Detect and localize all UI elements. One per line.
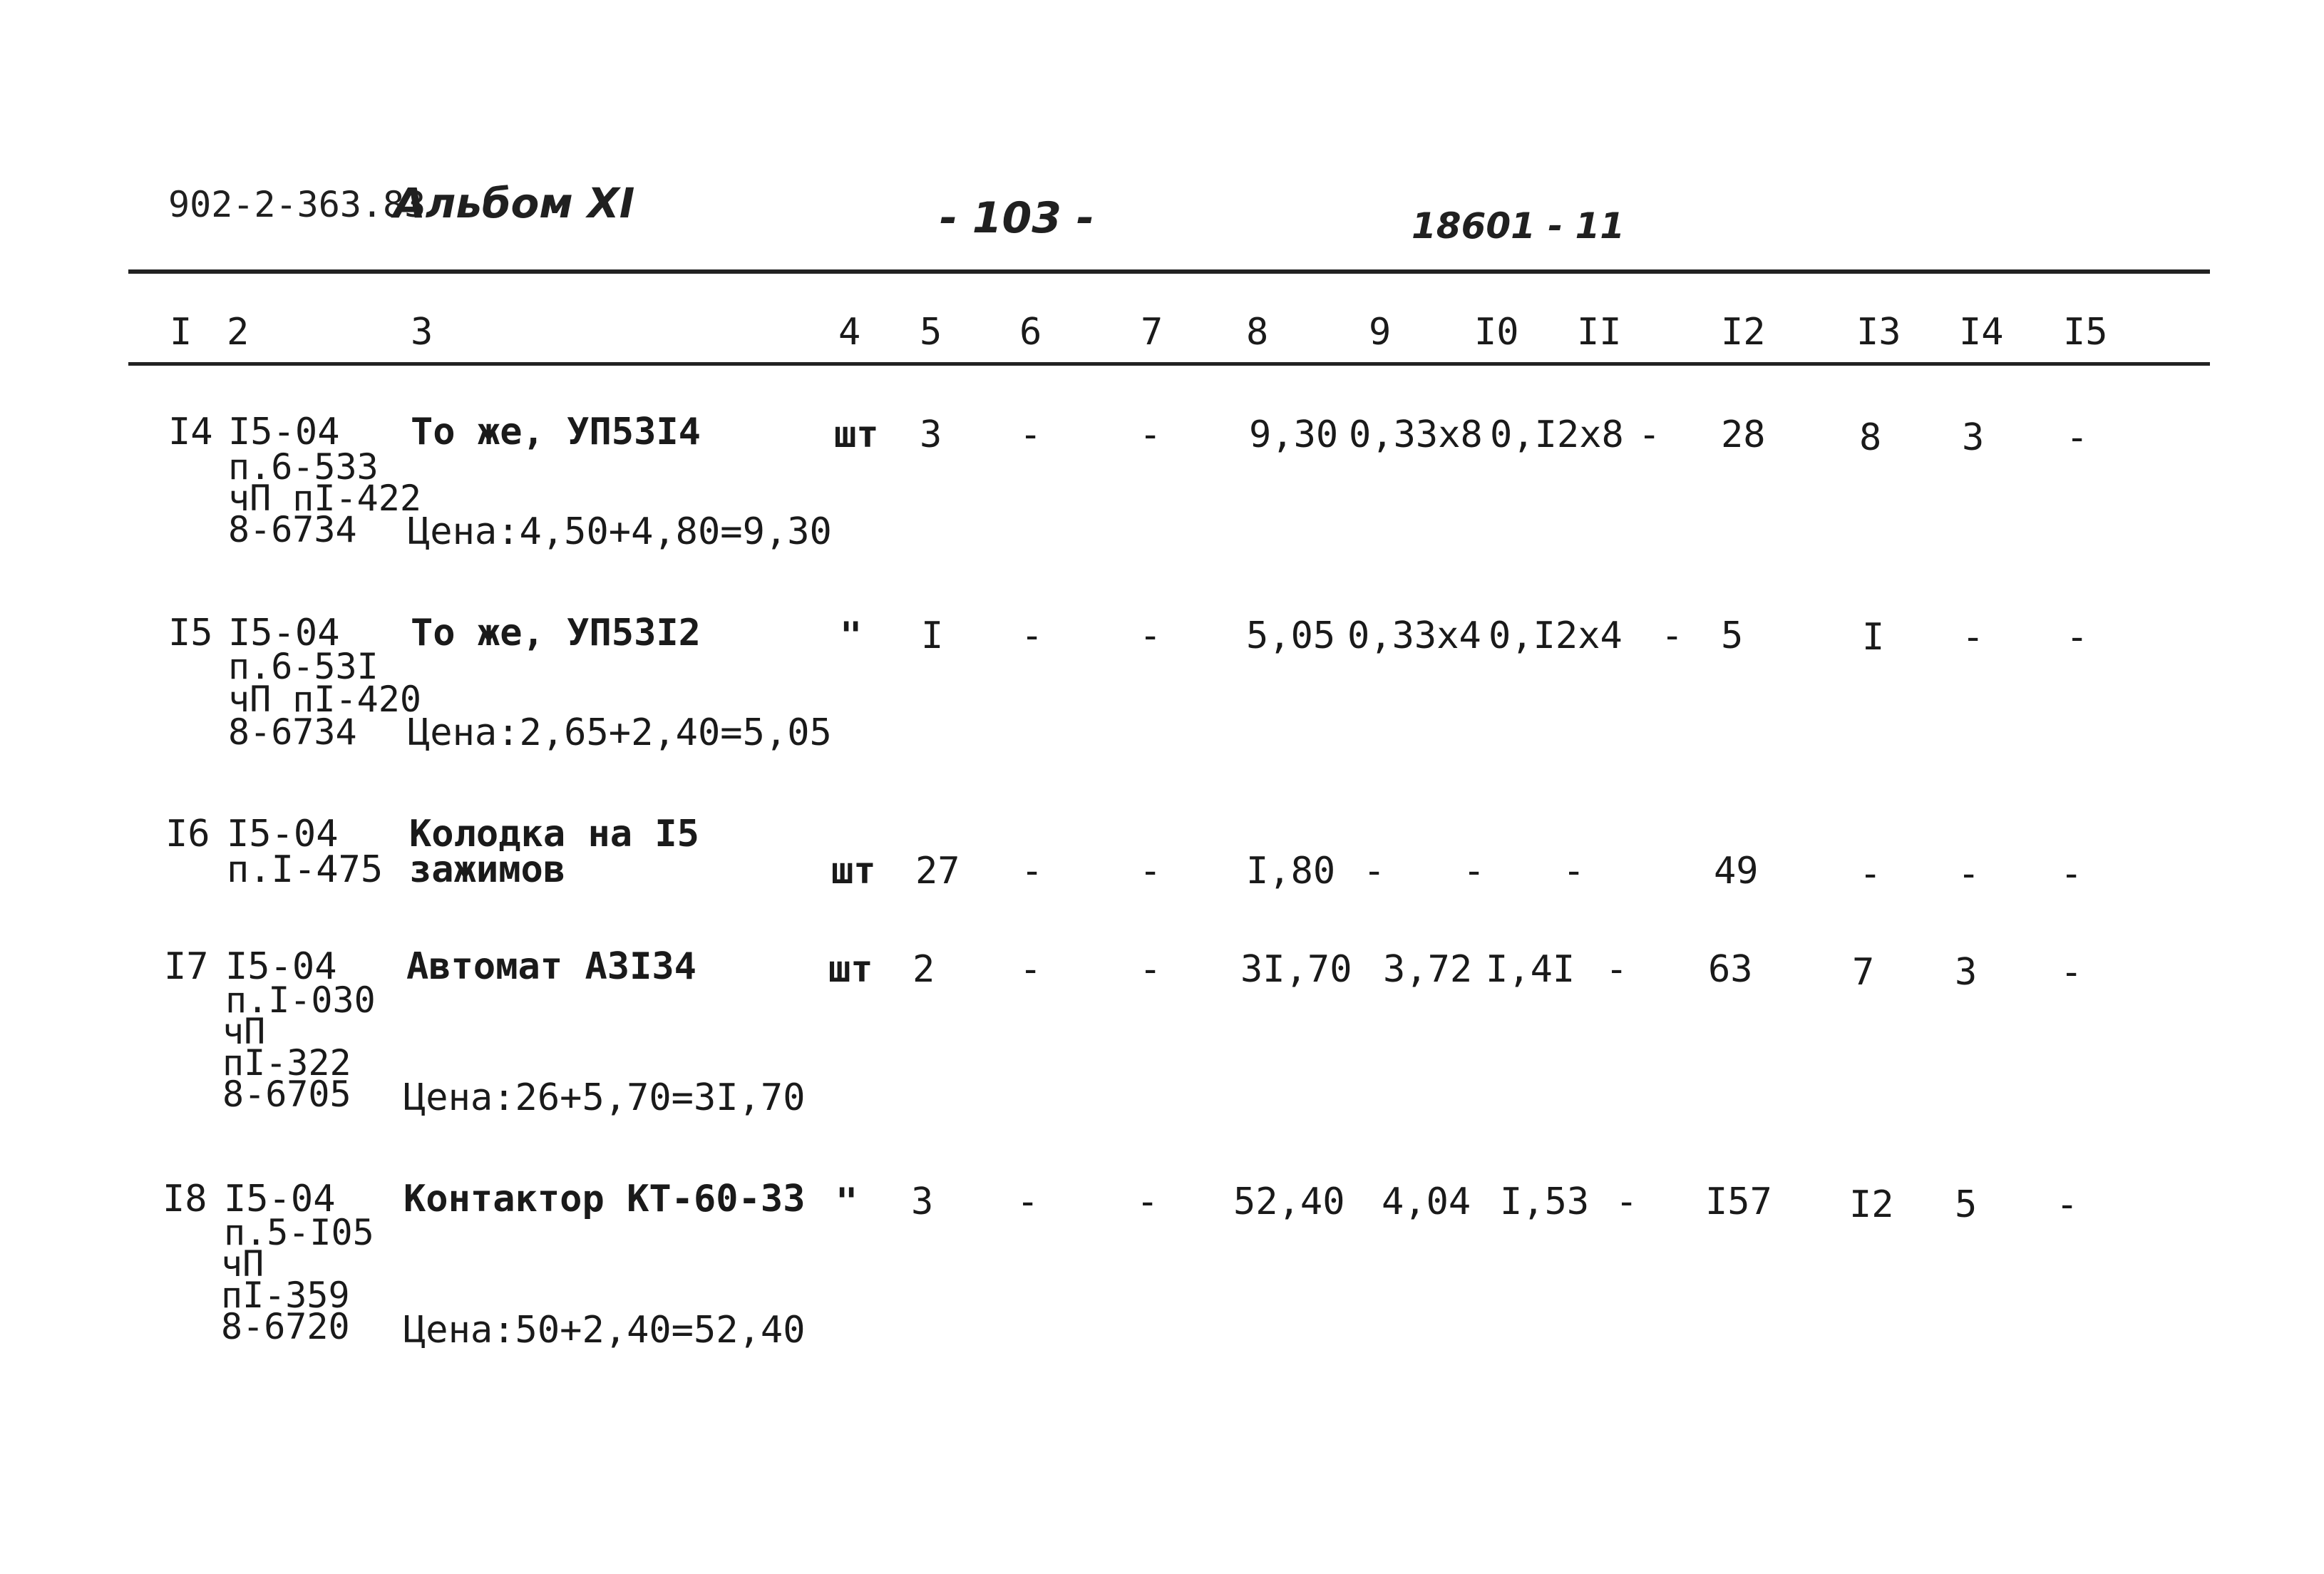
row-col9: 0,33х4 bbox=[1347, 614, 1481, 657]
row-code-line: 8-6734 bbox=[228, 711, 357, 753]
row-col13: I2 bbox=[1849, 1183, 1894, 1226]
row-col7: - bbox=[1139, 948, 1162, 991]
document-number: 18601 - 11 bbox=[1412, 205, 1625, 247]
row-col13: - bbox=[1859, 853, 1882, 895]
row-code-line: п.I-030 bbox=[225, 979, 376, 1021]
col-header-4: 4 bbox=[838, 311, 861, 354]
row-description: Контактор КТ-60-33 bbox=[403, 1178, 806, 1220]
row-number: I6 bbox=[165, 813, 210, 855]
col-header-2: 2 bbox=[227, 311, 250, 354]
row-col9: - bbox=[1363, 850, 1386, 893]
col-header-8: 8 bbox=[1246, 311, 1269, 354]
header-rule bbox=[128, 362, 2210, 366]
top-rule bbox=[128, 269, 2210, 274]
row-col10: I,4I bbox=[1486, 948, 1575, 991]
row-col10: - bbox=[1463, 850, 1486, 893]
row-col6: - bbox=[1019, 413, 1042, 456]
col-header-1: I bbox=[170, 311, 192, 354]
col-header-15: I5 bbox=[2063, 311, 2108, 354]
col-header-7: 7 bbox=[1141, 311, 1163, 354]
col-header-9: 9 bbox=[1369, 311, 1392, 354]
row-col8: 3I,70 bbox=[1240, 948, 1352, 991]
col-header-5: 5 bbox=[920, 311, 942, 354]
row-col6: - bbox=[1021, 614, 1044, 657]
row-description: То же, УП53I4 bbox=[411, 411, 701, 453]
row-unit: " bbox=[835, 1180, 858, 1223]
row-col9: 0,33х8 bbox=[1349, 413, 1483, 456]
row-col9: 3,72 bbox=[1383, 948, 1473, 991]
row-code-line: I5-04 bbox=[225, 945, 337, 988]
row-col7: - bbox=[1136, 1180, 1159, 1223]
row-col5: I bbox=[921, 614, 944, 657]
row-col7: - bbox=[1139, 614, 1162, 657]
row-col9: 4,04 bbox=[1382, 1180, 1471, 1223]
row-col11: - bbox=[1605, 948, 1628, 991]
row-unit: шт bbox=[831, 850, 876, 893]
row-col14: 3 bbox=[1955, 951, 1978, 994]
row-description: Автомат А3I34 bbox=[406, 945, 696, 988]
row-col10: I,53 bbox=[1500, 1180, 1590, 1223]
row-unit: шт bbox=[834, 413, 879, 456]
row-col5: 2 bbox=[912, 948, 935, 991]
row-number: I5 bbox=[168, 612, 213, 654]
row-col6: - bbox=[1019, 948, 1042, 991]
row-col11: - bbox=[1638, 413, 1661, 456]
row-col15: - bbox=[2060, 853, 2083, 895]
col-header-14: I4 bbox=[1959, 311, 2004, 354]
row-col5: 3 bbox=[920, 413, 942, 456]
row-col12: I57 bbox=[1705, 1180, 1772, 1223]
row-col12: 28 bbox=[1721, 413, 1766, 456]
document-code: 902-2-363.83 bbox=[168, 184, 426, 225]
row-col15: - bbox=[2066, 416, 2089, 459]
row-code-line: чП bbox=[221, 1243, 264, 1285]
row-price-note: Цена:4,50+4,80=9,30 bbox=[408, 510, 832, 553]
row-code-line: чП bbox=[222, 1011, 266, 1052]
row-col11: - bbox=[1661, 614, 1684, 657]
row-code-line: чП пI-420 bbox=[228, 679, 421, 720]
row-code-line: I5-04 bbox=[228, 411, 340, 453]
row-col7: - bbox=[1139, 413, 1162, 456]
row-code-line: 8-6734 bbox=[228, 509, 357, 550]
row-col5: 27 bbox=[915, 850, 960, 893]
row-code-line: I5-04 bbox=[228, 612, 340, 654]
row-code-line: чП пI-422 bbox=[228, 478, 421, 519]
row-code-line: I5-04 bbox=[224, 1178, 336, 1220]
row-price-note: Цена:26+5,70=3I,70 bbox=[403, 1076, 806, 1119]
row-col13: 8 bbox=[1859, 416, 1882, 459]
row-description: Колодка на I5 bbox=[409, 813, 699, 855]
row-col14: 5 bbox=[1955, 1183, 1978, 1226]
row-description: То же, УП53I2 bbox=[411, 612, 701, 654]
row-col14: - bbox=[1962, 616, 1985, 659]
row-col13: I bbox=[1862, 616, 1885, 659]
row-code-line: пI-322 bbox=[222, 1042, 351, 1084]
row-number: I7 bbox=[164, 945, 209, 988]
row-col8: I,80 bbox=[1246, 850, 1336, 893]
row-col10: 0,I2х8 bbox=[1490, 413, 1624, 456]
col-header-11: II bbox=[1577, 311, 1622, 354]
row-col8: 5,05 bbox=[1246, 614, 1336, 657]
row-col6: - bbox=[1017, 1180, 1039, 1223]
row-col13: 7 bbox=[1852, 951, 1875, 994]
row-col15: - bbox=[2066, 616, 2089, 659]
row-col12: 5 bbox=[1721, 614, 1744, 657]
row-col15: - bbox=[2060, 951, 2083, 994]
col-header-13: I3 bbox=[1856, 311, 1901, 354]
row-number: I8 bbox=[163, 1178, 207, 1220]
row-col10: 0,I2х4 bbox=[1489, 614, 1623, 657]
row-code-line: 8-6720 bbox=[221, 1306, 350, 1347]
row-code-line: I5-04 bbox=[227, 813, 339, 855]
row-price-note: Цена:50+2,40=52,40 bbox=[403, 1309, 806, 1352]
row-code-line: п.I-475 bbox=[227, 848, 384, 891]
col-header-3: 3 bbox=[411, 311, 433, 354]
album-label: Альбом XI bbox=[394, 179, 635, 227]
row-description: зажимов bbox=[409, 848, 566, 891]
row-code-line: пI-359 bbox=[221, 1275, 350, 1316]
row-col15: - bbox=[2056, 1183, 2079, 1226]
row-col14: 3 bbox=[1962, 416, 1985, 459]
row-col8: 9,30 bbox=[1249, 413, 1339, 456]
col-header-12: I2 bbox=[1721, 311, 1766, 354]
row-col11: - bbox=[1615, 1180, 1638, 1223]
row-col14: - bbox=[1958, 853, 1980, 895]
page-number: - 103 - bbox=[940, 193, 1094, 243]
row-col12: 49 bbox=[1714, 850, 1759, 893]
row-code-line: 8-6705 bbox=[222, 1074, 351, 1115]
row-code-line: п.6-533 bbox=[228, 446, 379, 488]
row-number: I4 bbox=[168, 411, 213, 453]
row-unit: шт bbox=[828, 948, 873, 991]
row-col12: 63 bbox=[1708, 948, 1753, 991]
row-col8: 52,40 bbox=[1233, 1180, 1345, 1223]
col-header-6: 6 bbox=[1019, 311, 1042, 354]
col-header-10: I0 bbox=[1474, 311, 1519, 354]
row-col11: - bbox=[1563, 850, 1585, 893]
row-col6: - bbox=[1021, 850, 1044, 893]
row-price-note: Цена:2,65+2,40=5,05 bbox=[408, 711, 832, 754]
row-code-line: п.5-I05 bbox=[224, 1212, 374, 1253]
row-code-line: п.6-53I bbox=[228, 646, 379, 687]
row-col7: - bbox=[1139, 850, 1162, 893]
row-unit: " bbox=[840, 614, 863, 657]
row-col5: 3 bbox=[911, 1180, 934, 1223]
